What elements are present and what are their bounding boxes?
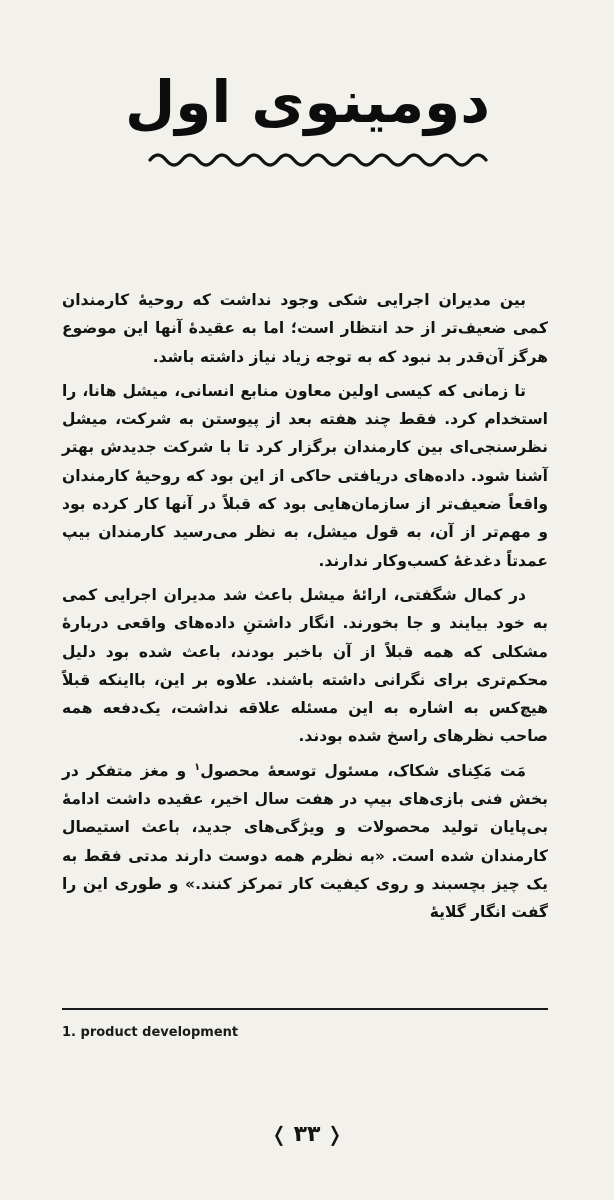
footnote-reference-mark[interactable]: ۱	[194, 761, 201, 773]
chapter-title: دومینوی اول	[124, 68, 490, 136]
page-number-bracket-close: ❭	[270, 1122, 288, 1146]
paragraph-2: تا زمانی که کیسی اولین معاون منابع انسانی، میشل هانا، را استخدام کرد. فقط چند هفته بعد از پیوستن به شرکت، میشل نظرسنجی‌ای بین کارمندان برگزار کرد تا با شرکت جدیدش بهتر آشنا شود. داده‌های دریافتی حاکی از این بود که روحیهٔ کارمندان واقعاً ضعیف‌تر از سازمان‌هایی بود که قبلاً در آنها کار کرده بود و مهم‌تر از آن، به قول میشل، به نظر می‌رسید کارمندان بیپ عمدتاً دغدغهٔ کسب‌وکار ندارند.	[62, 381, 548, 570]
title-wave-ornament	[148, 146, 490, 170]
body-text	[62, 286, 548, 933]
page-number	[257, 1117, 357, 1151]
footnote: 1. product development	[62, 1025, 239, 1040]
paragraph-3: در کمال شگفتی، ارائهٔ میشل باعث شد مدیران اجرایی کمی به خود بیایند و جا بخورند. انگار داشتنِ داده‌های واقعی دربارهٔ مشکلی که همه قبلاً از آن باخبر بودند، باعث شده بود دلیل محکم‌تری برای نگرانی داشته باشند. علاوه بر این، بااینکه قبلاً هیچ‌کس به اشاره به این مسئله علاقه نداشت، یک‌دفعه همه صاحب نظرهای راسخ شده بودند.	[62, 585, 548, 746]
paragraph-4-start: مَت مَکِنای شکاک، مسئول توسعهٔ محصول	[200, 761, 526, 780]
page-number-value: ۳۳	[293, 1122, 321, 1147]
paragraph-4-end: و مغز متفکر در بخش فنی بازی‌های بیپ در هفت سال اخیر، عقیده داشت ادامهٔ بی‌پایان تولید محصولات و ویژگی‌های جدید، باعث استیصال کارمندان شده است. «به نظرم همه دوست دارند مدتی فقط به یک چیز بچسبند و روی کیفیت کار تمرکز کنند.» و طوری این را گفت انگار گلایهٔ	[62, 761, 548, 922]
paragraph-4	[62, 757, 548, 927]
footnote-divider	[62, 1008, 548, 1010]
paragraph-1: بین مدیران اجرایی شکی وجود نداشت که روحیهٔ کارمندان کمی ضعیف‌تر از حد انتظار است؛ اما به عقیدهٔ آنها این موضوع هرگز آن‌قدر بد نبود که به توجه زیاد نیاز داشته باشد.	[62, 291, 548, 366]
page-number-bracket-open: ❬	[326, 1122, 344, 1146]
